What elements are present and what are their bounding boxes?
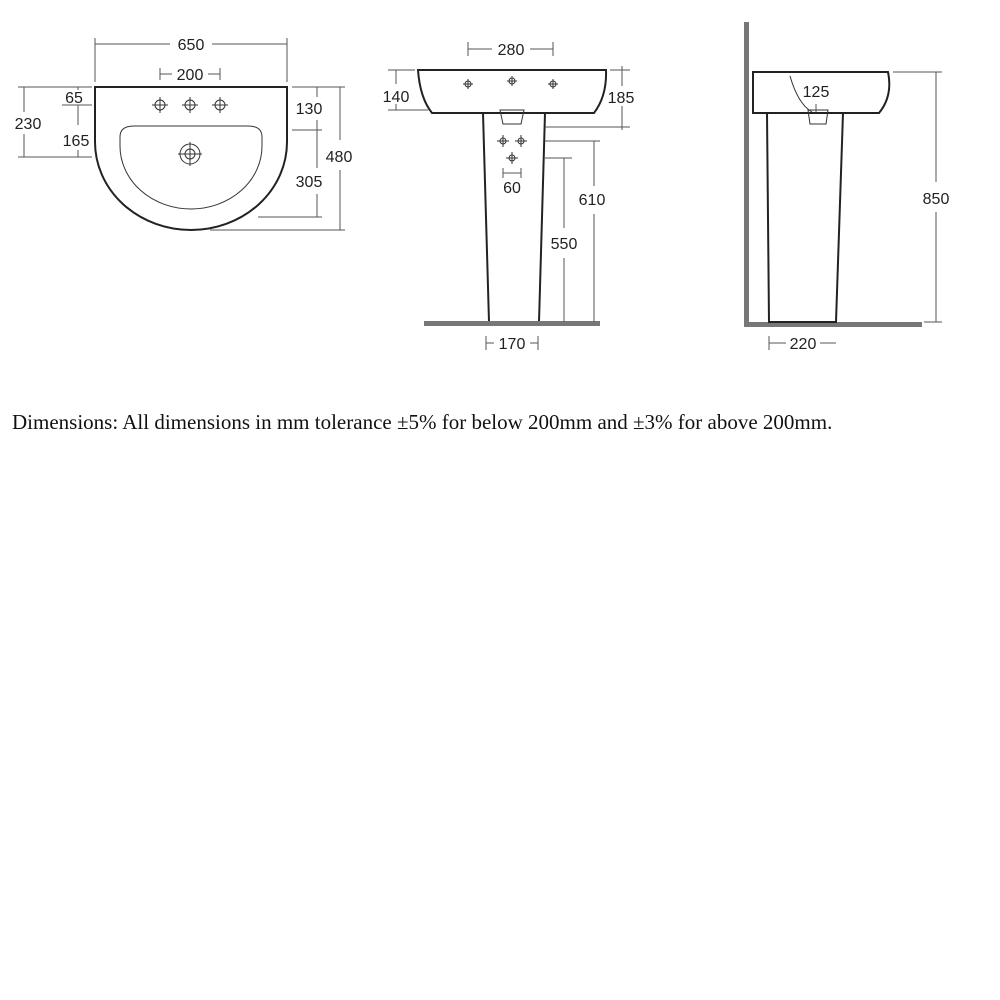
plan-rim-depth-label: 130 <box>295 101 323 118</box>
front-view <box>383 42 635 353</box>
plan-bowl-depth-label: 305 <box>295 174 323 191</box>
front-waste-hole-spacing-label: 60 <box>503 180 521 197</box>
front-pedestal-height-label: 550 <box>550 236 578 253</box>
technical-drawing <box>0 0 1000 380</box>
front-tap-span-label: 280 <box>497 42 525 59</box>
front-floor <box>424 321 600 326</box>
front-pedestal-outline <box>483 113 545 322</box>
plan-overall-depth-label: 480 <box>325 149 353 166</box>
plan-view <box>15 37 353 230</box>
plan-front-depth-label: 65 <box>65 90 83 107</box>
side-rim-to-outlet-label: 125 <box>802 84 830 101</box>
plan-tap-spacing-label: 200 <box>176 67 204 84</box>
plan-depth-total-left-label: 230 <box>14 116 42 133</box>
plan-drain-offset-label: 165 <box>62 133 90 150</box>
side-overall-height-label: 850 <box>922 191 950 208</box>
side-pedestal-depth-label: 220 <box>789 336 817 353</box>
front-outlet-height-label: 610 <box>578 192 606 209</box>
front-basin-height-left-label: 140 <box>382 89 410 106</box>
side-wall <box>744 22 749 327</box>
plan-width-label: 650 <box>177 37 205 54</box>
front-basin-height-right-label: 185 <box>607 90 635 107</box>
front-pedestal-base-width-label: 170 <box>498 336 526 353</box>
dimensions-note: Dimensions: All dimensions in mm tolerance ±5% for below 200mm and ±3% for above 200mm. <box>12 410 833 434</box>
side-view <box>744 22 949 353</box>
side-pedestal-outline <box>767 113 843 322</box>
